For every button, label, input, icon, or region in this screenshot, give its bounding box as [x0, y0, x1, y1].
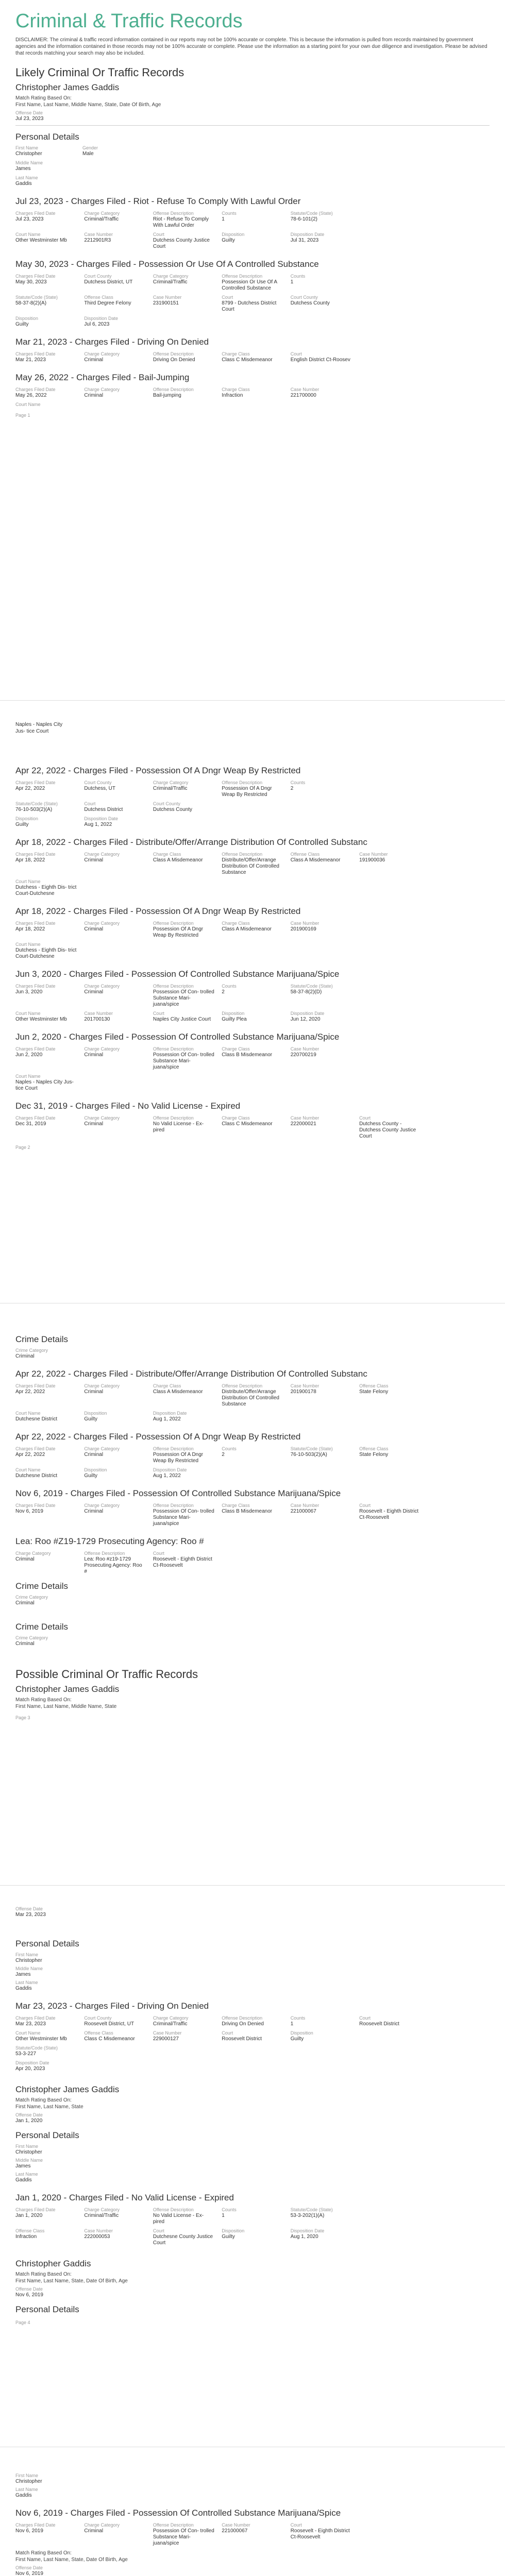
last-name: Last Name Gaddis: [15, 2172, 38, 2183]
court: Court Roosevelt - Eighth District Ct-Roosevelt: [359, 1503, 419, 1520]
charge-title: May 26, 2022 - Charges Filed - Bail-Jumping: [15, 372, 190, 382]
offense-date: Offense Date Mar 23, 2023: [15, 1906, 46, 1918]
last-name: Last Name Gaddis: [15, 1980, 38, 1991]
case-number: Case Number 229000127: [153, 2030, 182, 2042]
offense-date: Offense Date Nov 6, 2019: [15, 2565, 43, 2576]
disposition-date: Disposition Date Aug 1, 2022: [153, 1467, 187, 1479]
charge-category: Charge Category Criminal: [84, 1046, 120, 1058]
statute: Statute/Code (State) 76-10-503(2)(A): [290, 1446, 333, 1458]
offense-description: Offense Description Lea: Roo #z19-1729 Prosecuting Agency: Roo #: [84, 1551, 142, 1574]
last-name: Last Name Gaddis: [15, 175, 38, 187]
report-title: Criminal & Traffic Records: [15, 10, 243, 32]
match-rating-label: Match Rating Based On:: [15, 2550, 72, 2556]
charge-category: Charge Category Criminal: [84, 984, 120, 995]
personal-details-heading: Personal Details: [15, 132, 79, 142]
charge-title: Apr 22, 2022 - Charges Filed - Distribute/Offer/Arrange Distribution Of Controlled Substanc: [15, 1369, 367, 1379]
charge-title: Apr 22, 2022 - Charges Filed - Possession Of A Dngr Weap By Restricted: [15, 766, 301, 775]
court-name: Court Name Other Westminster Mb: [15, 232, 67, 243]
charges-filed-date: Charges Filed Date Apr 18, 2022: [15, 921, 56, 932]
offense-description: Offense Description Possession Of A Dngr Weap By Restricted: [222, 780, 272, 798]
case-number: Case Number 2212901R3: [84, 232, 113, 243]
offense-class: Offense Class State Felony: [359, 1383, 389, 1395]
report-page-1: [0, 0, 505, 701]
statute: Statute/Code (State) 58-37-8(2)(D): [290, 984, 333, 995]
statute: Statute/Code (State) 53-3-202(1)(A): [290, 2207, 333, 2218]
disposition: Disposition Guilty: [15, 816, 39, 827]
middle-name: Middle Name James: [15, 2158, 43, 2169]
court-county: Court County Dutchess District, UT: [84, 274, 133, 285]
person-name: Christopher Gaddis: [15, 2259, 91, 2268]
charge-title: Lea: Roo #Z19-1729 Prosecuting Agency: Roo #: [15, 1536, 204, 1546]
charge-category: Charge Category Criminal/Traffic: [153, 274, 189, 285]
court: Court Naples City Justice Court: [153, 1011, 211, 1022]
charge-class: Charge Class Infraction: [222, 387, 250, 398]
counts: Counts 2: [222, 984, 237, 995]
case-number: Case Number 222000053: [84, 2228, 113, 2240]
disposition: Disposition Guilty: [222, 232, 245, 243]
crime-details-heading: Crime Details: [15, 1334, 69, 1344]
charges-filed-date: Charges Filed Date May 26, 2022: [15, 387, 56, 398]
offense-description: Offense Description Riot - Refuse To Comply With Lawful Order: [153, 211, 209, 228]
first-name: First Name Christopher: [15, 145, 42, 157]
offense-description: Offense Description Possession Of Con- trolled Substance Mari- juana/spice: [153, 1503, 214, 1527]
charges-filed-date: Charges Filed Date Nov 6, 2019: [15, 2522, 56, 2534]
crime-category: Crime Category Criminal: [15, 1635, 48, 1647]
charge-title: Nov 6, 2019 - Charges Filed - Possession Of Controlled Substance Marijuana/Spice: [15, 2508, 341, 2518]
disposition-date: Disposition Date Aug 1, 2020: [290, 2228, 325, 2240]
person-name: Christopher James Gaddis: [15, 2084, 120, 2094]
charge-category: Charge Category Criminal: [84, 1503, 120, 1514]
case-number: Case Number 222000021: [290, 1115, 319, 1127]
charge-title: Dec 31, 2019 - Charges Filed - No Valid License - Expired: [15, 1101, 241, 1111]
court-county: Court County Dutchess, UT: [84, 780, 115, 791]
charges-filed-date: Charges Filed Date Jan 1, 2020: [15, 2207, 56, 2218]
offense-description: Offense Description Possession Of Con- trolled Substance Mari- juana/spice: [153, 1046, 214, 1070]
disposition-date: Disposition Date Aug 1, 2022: [153, 1411, 187, 1422]
charge-title: Nov 6, 2019 - Charges Filed - Possession Of Controlled Substance Marijuana/Spice: [15, 1488, 341, 1498]
charge-class: Charge Class Class C Misdemeanor: [222, 1115, 273, 1127]
match-rating-fields: First Name, Last Name, State, Date Of Birth, Age: [15, 2278, 128, 2284]
offense-class: Offense Class Class A Misdemeanor: [290, 852, 341, 863]
charges-filed-date: Charges Filed Date Apr 18, 2022: [15, 852, 56, 863]
charge-title: Jun 3, 2020 - Charges Filed - Possession Of Controlled Substance Marijuana/Spice: [15, 969, 340, 979]
offense-date: Offense Date Jul 23, 2023: [15, 110, 44, 122]
disposition-date: Disposition Date Jul 31, 2023: [290, 232, 325, 243]
report-page-5: [0, 2447, 505, 2576]
court: Court Roosevelt District: [222, 2030, 262, 2042]
disposition: Disposition Guilty: [15, 316, 39, 327]
match-rating-label: Match Rating Based On:: [15, 2097, 72, 2103]
offense-description: Offense Description No Valid License - Ex- pired: [153, 1115, 204, 1133]
crime-category: Crime Category Criminal: [15, 1348, 48, 1359]
charges-filed-date: Charges Filed Date Nov 6, 2019: [15, 1503, 56, 1514]
charge-category: Charge Category Criminal: [84, 1383, 120, 1395]
charge-category: Charge Category Criminal: [84, 921, 120, 932]
crime-details-heading: Crime Details: [15, 1581, 69, 1591]
statute: Statute/Code (State) 76-10-503(2)(A): [15, 801, 58, 812]
court: Court Dutchess County Justice Court: [153, 232, 210, 249]
court-county: Court County Roosevelt District, UT: [84, 2015, 134, 2027]
offense-description: Offense Description Driving On Denied: [153, 351, 195, 363]
charge-category: Charge Category Criminal/Traffic: [153, 2015, 189, 2027]
offense-class: Offense Class Third Degree Felony: [84, 295, 131, 306]
disposition: Disposition Guilty: [222, 2228, 245, 2240]
court-name: Court Name Other Westminster Mb: [15, 1011, 67, 1022]
court-name: Court Name: [15, 402, 41, 407]
charge-title: May 30, 2023 - Charges Filed - Possession Or Use Of A Controlled Substance: [15, 259, 319, 269]
last-name: Last Name Gaddis: [15, 2487, 38, 2498]
charges-filed-date: Charges Filed Date Jul 23, 2023: [15, 211, 56, 222]
charge-title: Jan 1, 2020 - Charges Filed - No Valid License - Expired: [15, 2193, 234, 2202]
report-page-2: [0, 701, 505, 1303]
case-number: Case Number 221000067: [290, 1503, 319, 1514]
court-name: Court Name Dutchesne District: [15, 1411, 58, 1422]
charge-category: Charge Category Criminal/Traffic: [84, 2207, 120, 2218]
charge-class: Charge Class Class B Misdemeanor: [222, 1503, 273, 1514]
charge-title: Jul 23, 2023 - Charges Filed - Riot - Refuse To Comply With Lawful Order: [15, 196, 301, 206]
charge-category: Charge Category Criminal: [84, 387, 120, 398]
court-name: Court Name Dutchesne District: [15, 1467, 58, 1479]
offense-class: Offense Class State Felony: [359, 1446, 389, 1458]
court: Court Roosevelt - Eighth District Ct-Roosevelt: [153, 1551, 212, 1568]
disposition-date: Disposition Date Aug 1, 2022: [84, 816, 118, 827]
charge-class: Charge Class Class A Misdemeanor: [153, 1383, 203, 1395]
charge-title: Mar 23, 2023 - Charges Filed - Driving On Denied: [15, 2001, 209, 2011]
offense-description: Offense Description Distribute/Offer/Arrange Distribution Of Controlled Substance: [222, 1383, 279, 1407]
offense-class: Offense Class Class C Misdemeanor: [84, 2030, 135, 2042]
charge-category: Charge Category Criminal: [84, 351, 120, 363]
offense-description: Offense Description Bail-jumping: [153, 387, 194, 398]
page-number: Page 4: [15, 2320, 30, 2325]
statute: Statute/Code (State) 78-6-101(2): [290, 211, 333, 222]
case-number: Case Number 201900178: [290, 1383, 319, 1395]
case-number: Case Number 231900151: [153, 295, 182, 306]
offense-description: Offense Description Possession Or Use Of A Controlled Substance: [222, 274, 277, 291]
disposition: Disposition Guilty: [84, 1467, 107, 1479]
charge-category: Charge Category Criminal/Traffic: [84, 211, 120, 222]
disposition: Disposition Guilty Plea: [222, 1011, 247, 1022]
charge-category: Charge Category Criminal/Traffic: [153, 780, 189, 791]
case-number: Case Number 201700130: [84, 1011, 113, 1022]
charge-title: Apr 18, 2022 - Charges Filed - Distribute/Offer/Arrange Distribution Of Controlled Substanc: [15, 837, 367, 847]
court-county: Court County Dutchess County: [153, 801, 192, 812]
charge-class: Charge Class Class A Misdemeanor: [222, 921, 272, 932]
gender: Gender Male: [82, 145, 98, 157]
offense-description: Offense Description Possession Of Con- trolled Substance Mari- juana/spice: [153, 984, 214, 1007]
possible-records-heading: Possible Criminal Or Traffic Records: [15, 1668, 198, 1681]
charge-title: Apr 22, 2022 - Charges Filed - Possession Of A Dngr Weap By Restricted: [15, 1432, 301, 1442]
case-number: Case Number 221700000: [290, 387, 319, 398]
personal-details-heading: Personal Details: [15, 2304, 79, 2314]
case-number: Case Number 220700219: [290, 1046, 319, 1058]
offense-description: Offense Description Possession Of A Dngr Weap By Restricted: [153, 921, 204, 938]
charges-filed-date: Charges Filed Date Jun 2, 2020: [15, 1046, 56, 1058]
charge-class: Charge Class Class C Misdemeanor: [222, 351, 273, 363]
person-name: Christopher James Gaddis: [15, 82, 120, 92]
match-rating-label: Match Rating Based On:: [15, 95, 72, 101]
match-rating-fields: First Name, Last Name, State: [15, 2104, 83, 2110]
charges-filed-date: Charges Filed Date Mar 21, 2023: [15, 351, 56, 363]
match-rating-fields: First Name, Last Name, Middle Name, State: [15, 1704, 117, 1709]
offense-description: Offense Description Possession Of A Dngr Weap By Restricted: [153, 1446, 204, 1464]
offense-description: Offense Description Driving On Denied: [222, 2015, 264, 2027]
middle-name: Middle Name James: [15, 160, 43, 172]
court: Court Dutchess County - Dutchess County Justice Court: [359, 1115, 416, 1139]
court-name: Court Name Dutchess - Eighth Dis- trict Court-Dutchesne: [15, 942, 77, 959]
charge-class: Charge Class Class A Misdemeanor: [153, 852, 203, 863]
disposition-date: Disposition Date Jun 12, 2020: [290, 1011, 325, 1022]
crime-category: Crime Category Criminal: [15, 1595, 48, 1606]
match-rating-fields: First Name, Last Name, State, Date Of Birth, Age: [15, 2557, 128, 2563]
court: Court Dutchesne County Justice Court: [153, 2228, 213, 2246]
offense-description: Offense Description Distribute/Offer/Arrange Distribution Of Controlled Substance: [222, 852, 279, 875]
page-number: Page 2: [15, 1145, 30, 1150]
offense-date: Offense Date Nov 6, 2019: [15, 2286, 43, 2298]
crime-details-heading: Crime Details: [15, 1622, 69, 1632]
match-rating-fields: First Name, Last Name, Middle Name, State, Date Of Birth, Age: [15, 102, 161, 108]
match-rating-label: Match Rating Based On:: [15, 1697, 72, 1703]
offense-description: Offense Description No Valid License - Ex- pired: [153, 2207, 204, 2225]
offense-date: Offense Date Jan 1, 2020: [15, 2112, 43, 2124]
first-name: First Name Christopher: [15, 2473, 42, 2484]
counts: Counts 2: [222, 1446, 237, 1458]
court: Court Dutchess District: [84, 801, 123, 812]
personal-details-heading: Personal Details: [15, 1939, 79, 1948]
court-name: Court Name Dutchess - Eighth Dis- trict Court-Dutchesne: [15, 879, 77, 896]
statute: Statute/Code (State) 53-3-227: [15, 2045, 58, 2057]
charges-filed-date: Charges Filed Date Apr 22, 2022: [15, 1446, 56, 1458]
counts: Counts 1: [222, 211, 237, 222]
middle-name: Middle Name James: [15, 1966, 43, 1977]
first-name: First Name Christopher: [15, 1952, 42, 1963]
counts: Counts 1: [290, 274, 306, 285]
court: Court English District Ct-Roosev: [290, 351, 350, 363]
offense-description: Offense Description Possession Of Con- trolled Substance Mari- juana/spice: [153, 2522, 214, 2546]
court: Court Roosevelt District: [359, 2015, 399, 2027]
page-number: Page 1: [15, 413, 30, 418]
court-name: Court Name Naples - Naples City Jus- tice Court: [15, 1074, 74, 1091]
counts: Counts 1: [222, 2207, 237, 2218]
charges-filed-date: Charges Filed Date Mar 23, 2023: [15, 2015, 56, 2027]
court: Court Roosevelt - Eighth District Ct-Roosevelt: [290, 2522, 350, 2540]
charges-filed-date: Charges Filed Date Jun 3, 2020: [15, 984, 56, 995]
charges-filed-date: Charges Filed Date Apr 22, 2022: [15, 780, 56, 791]
match-rating-label: Match Rating Based On:: [15, 2272, 72, 2277]
case-number: Case Number 221000067: [222, 2522, 250, 2534]
court: Court 8799 - Dutchess District Court: [222, 295, 277, 312]
likely-records-heading: Likely Criminal Or Traffic Records: [15, 66, 184, 79]
case-number: Case Number 191900036: [359, 852, 388, 863]
charge-class: Charge Class Class B Misdemeanor: [222, 1046, 273, 1058]
charge-title: Jun 2, 2020 - Charges Filed - Possession Of Controlled Substance Marijuana/Spice: [15, 1032, 340, 1042]
disposition: Disposition Guilty: [290, 2030, 313, 2042]
personal-details-heading: Personal Details: [15, 2130, 79, 2140]
disposition-date: Disposition Date Apr 20, 2023: [15, 2060, 49, 2072]
charge-category: Charge Category Criminal: [84, 852, 120, 863]
offense-class: Offense Class Infraction: [15, 2228, 45, 2240]
court-name-value: Naples - Naples City Jus- tice Court: [15, 722, 63, 734]
disclaimer: DISCLAIMER: The criminal & traffic record information contained in our reports may not be 100% accurate or complete. This is because the information is pulled from records maintained by government agencies and the information contained in those records may not be 100% accurate or complete. Please use the information as a starting point for your own due diligence and investigation. Please be advised that records matching your search may also be included.: [15, 37, 487, 56]
report-page-4: [0, 1886, 505, 2447]
person-name: Christopher James Gaddis: [15, 1684, 120, 1694]
counts: Counts 2: [290, 780, 306, 791]
charges-filed-date: Charges Filed Date May 30, 2023: [15, 274, 56, 285]
charges-filed-date: Charges Filed Date Dec 31, 2019: [15, 1115, 56, 1127]
charge-category: Charge Category Criminal: [15, 1551, 51, 1562]
charge-category: Charge Category Criminal: [84, 1446, 120, 1458]
charge-category: Charge Category Criminal: [84, 1115, 120, 1127]
page-number: Page 3: [15, 1715, 30, 1720]
case-number: Case Number 201900169: [290, 921, 319, 932]
disposition-date: Disposition Date Jul 6, 2023: [84, 316, 118, 327]
charge-title: Apr 18, 2022 - Charges Filed - Possession Of A Dngr Weap By Restricted: [15, 906, 301, 916]
charges-filed-date: Charges Filed Date Apr 22, 2022: [15, 1383, 56, 1395]
report-page-3: [0, 1303, 505, 1886]
first-name: First Name Christopher: [15, 2144, 42, 2155]
disposition: Disposition Guilty: [84, 1411, 107, 1422]
counts: Counts 1: [290, 2015, 306, 2027]
court-name: Court Name Other Westminster Mb: [15, 2030, 67, 2042]
charge-category: Charge Category Criminal: [84, 2522, 120, 2534]
court-county: Court County Dutchess County: [290, 295, 330, 306]
charge-title: Mar 21, 2023 - Charges Filed - Driving On Denied: [15, 337, 209, 347]
statute: Statute/Code (State) 58-37-8(2)(A): [15, 295, 58, 306]
